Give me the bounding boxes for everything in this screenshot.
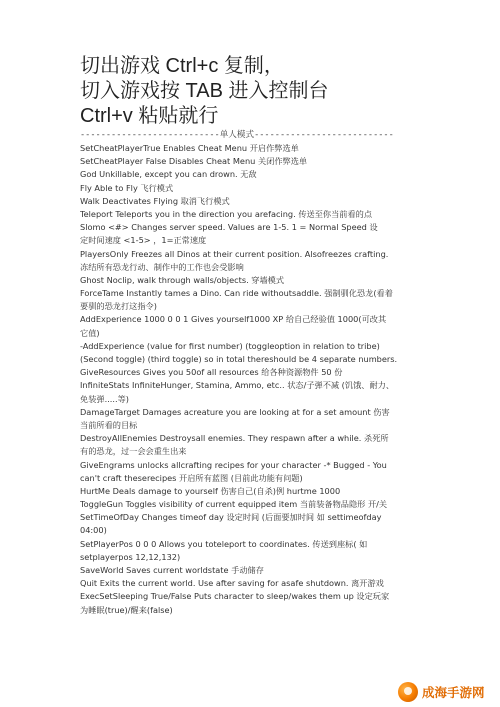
headline-line: 切入游戏按 TAB 进入控制台: [80, 80, 329, 102]
command-line: 有的恐龙，过一会会重生出来: [80, 446, 187, 457]
command-line: 免装弹.....等): [80, 393, 129, 404]
command-line: Ghost Noclip, walk through walls/objects. 穿墙模式: [80, 274, 285, 285]
command-line: SetPlayerPos 0 0 0 Allows you toteleport to coordinates. 传送到座标( 如: [80, 538, 368, 549]
command-line: DamageTarget Damages acreature you are looking at for a set amount 伤害: [80, 406, 390, 417]
command-line: Quit Exits the current world. Use after saving for asafe shutdown. 离开游戏: [80, 578, 384, 589]
command-line: setplayerpos 12,12,132): [80, 551, 181, 562]
command-line: InfiniteStats InfiniteHunger, Stamina, Ammo, etc.. 状态/子弹不减 (饥饿、耐力、: [80, 380, 395, 391]
command-line: HurtMe Deals damage to yourself 伤害自己(自杀)例 hurtme 1000: [80, 485, 341, 496]
command-line: SetTimeOfDay Changes timeof day 设定时间 (后面要加时间 如 settimeofday: [80, 512, 382, 523]
command-line: AddExperience 1000 0 0 1 Gives yourself1000 XP 给自己经验值 1000(可改其: [80, 314, 387, 325]
command-line: ToggleGun Toggles visibility of current equipped item 当前装备物品隐形 开/关: [80, 499, 388, 510]
watermark-text: 成海手游网: [422, 685, 485, 700]
site-watermark: [398, 680, 498, 704]
command-line: Slomo <#> Changes server speed. Values are 1-5. 1 = Normal Speed 设: [80, 222, 378, 233]
command-line: Walk Deactivates Flying 取消飞行模式: [80, 195, 230, 206]
headline: [80, 54, 480, 129]
section-divider: ---------------------------单人模式---------------------------: [80, 130, 394, 140]
command-line: ForceTame Instantly tames a Dino. Can ride withoutsaddle. 强制驯化恐龙(看着: [80, 288, 393, 299]
command-line: 当前所看的目标: [80, 419, 138, 430]
command-line: PlayersOnly Freezes all Dinos at their current position. Alsofreezes crafting.: [80, 248, 389, 259]
command-line: 为睡眠(true)/醒来(false): [80, 604, 173, 615]
command-line: ExecSetSleeping True/False Puts character to sleep/wakes them up 设定玩家: [80, 591, 390, 602]
command-line: SetCheatPlayerTrue Enables Cheat Menu 开启作弊选单: [80, 143, 299, 153]
command-line: 04:00): [80, 525, 107, 536]
command-line: 要驯的恐龙打这指令): [80, 301, 157, 312]
command-line: DestroyAllEnemies Destroysall enemies. They respawn after a while. 杀死所: [80, 433, 389, 444]
command-line: 定时间速度 <1-5> ，1=正常速度: [80, 235, 207, 246]
command-line: GiveResources Gives you 50of all resources 给各种资源物件 50 份: [80, 367, 343, 378]
command-line: Teleport Teleports you in the direction you arefacing. 传送至你当前看的点: [80, 208, 373, 219]
command-line: SaveWorld Saves current worldstate 手动储存: [80, 565, 264, 575]
site-logo-icon: [398, 682, 418, 702]
headline-line: 切出游戏 Ctrl+c 复制，: [80, 55, 284, 77]
command-line: (Second toggle) (third toggle) so in total thereshould be 4 separate numbers.: [80, 354, 398, 364]
command-line: God Unkillable, except you can drown. 无敌: [80, 169, 257, 180]
command-line: Fly Able to Fly 飞行模式: [80, 182, 174, 193]
command-line: GiveEngrams unlocks allcrafting recipes for your character -* Bugged - You: [80, 459, 387, 470]
command-line: SetCheatPlayer False Disables Cheat Menu 关闭作弊选单: [80, 156, 308, 167]
command-line: -AddExperience (value for first number) (toggleoption in relation to tribe): [80, 340, 380, 351]
headline-line: Ctrl+v 粘贴就行: [80, 105, 219, 127]
command-line: 冻结所有恐龙行动、制作中的工作也会受影响: [80, 261, 244, 272]
command-list: [80, 142, 432, 617]
command-line: 它值): [80, 327, 100, 338]
command-line: can't craft theserecipes 开启所有蓝图 (目前此功能有问题): [80, 472, 303, 483]
